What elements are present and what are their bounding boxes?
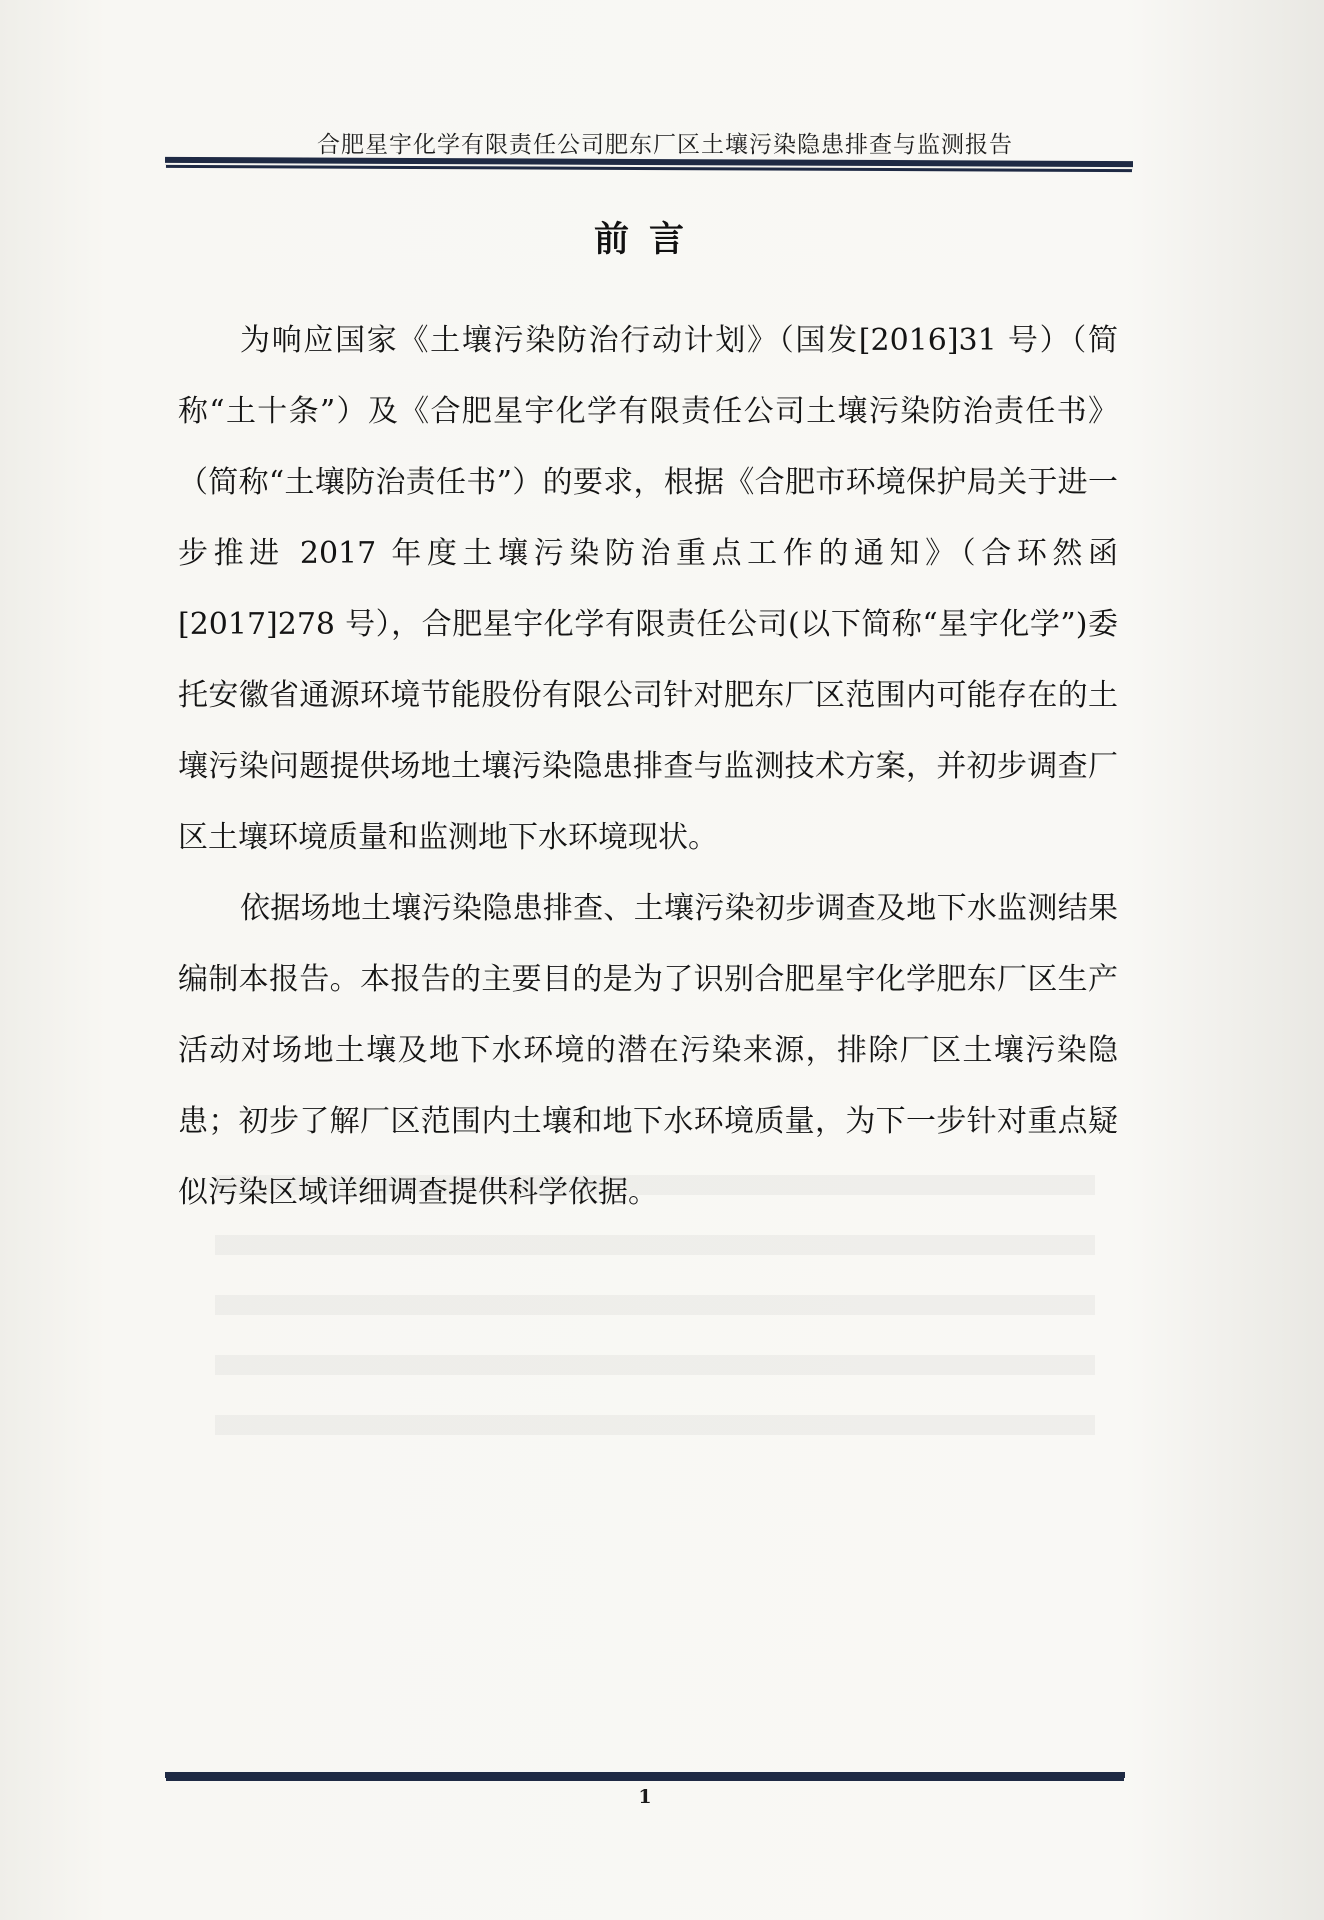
paragraph-2: 依据场地土壤污染隐患排查、土壤污染初步调查及地下水监测结果编制本报告。本报告的主要目的是为了识别合肥星宇化学肥东厂区生产活动对场地土壤及地下水环境的潜在污染来源，排除厂区土壤污染隐患；初步了解厂区范围内土壤和地下水环境质量，为下一步针对重点疑似污染区域详细调查提供科学依据。 bbox=[178, 891, 1118, 1210]
body-text bbox=[178, 305, 1118, 1228]
page-number: 1 bbox=[638, 1786, 652, 1808]
paragraph-1: 为响应国家《土壤污染防治行动计划》（国发[2016]31 号）（简称“土十条”）及《合肥星宇化学有限责任公司土壤污染防治责任书》（简称“土壤防治责任书”）的要求，根据《合肥市环境保护局关于进一步推进 2017 年度土壤污染防治重点工作的通知》（合环然函[2017]278 号），合肥星宇化学有限责任公司(以下简称“星宇化学”)委托安徽省通源环境节能股份有限公司针对肥东厂区范围内可能存在的土壤污染问题提供场地土壤污染隐患排查与监测技术方案，并初步调查厂区土壤环境质量和监测地下水环境现状。 bbox=[178, 323, 1118, 855]
running-header-title: 合肥星宇化学有限责任公司肥东厂区土壤污染隐患排查与监测报告 bbox=[317, 132, 1013, 158]
footer-rule bbox=[165, 1772, 1125, 1778]
page-heading: 前言 bbox=[593, 220, 704, 260]
